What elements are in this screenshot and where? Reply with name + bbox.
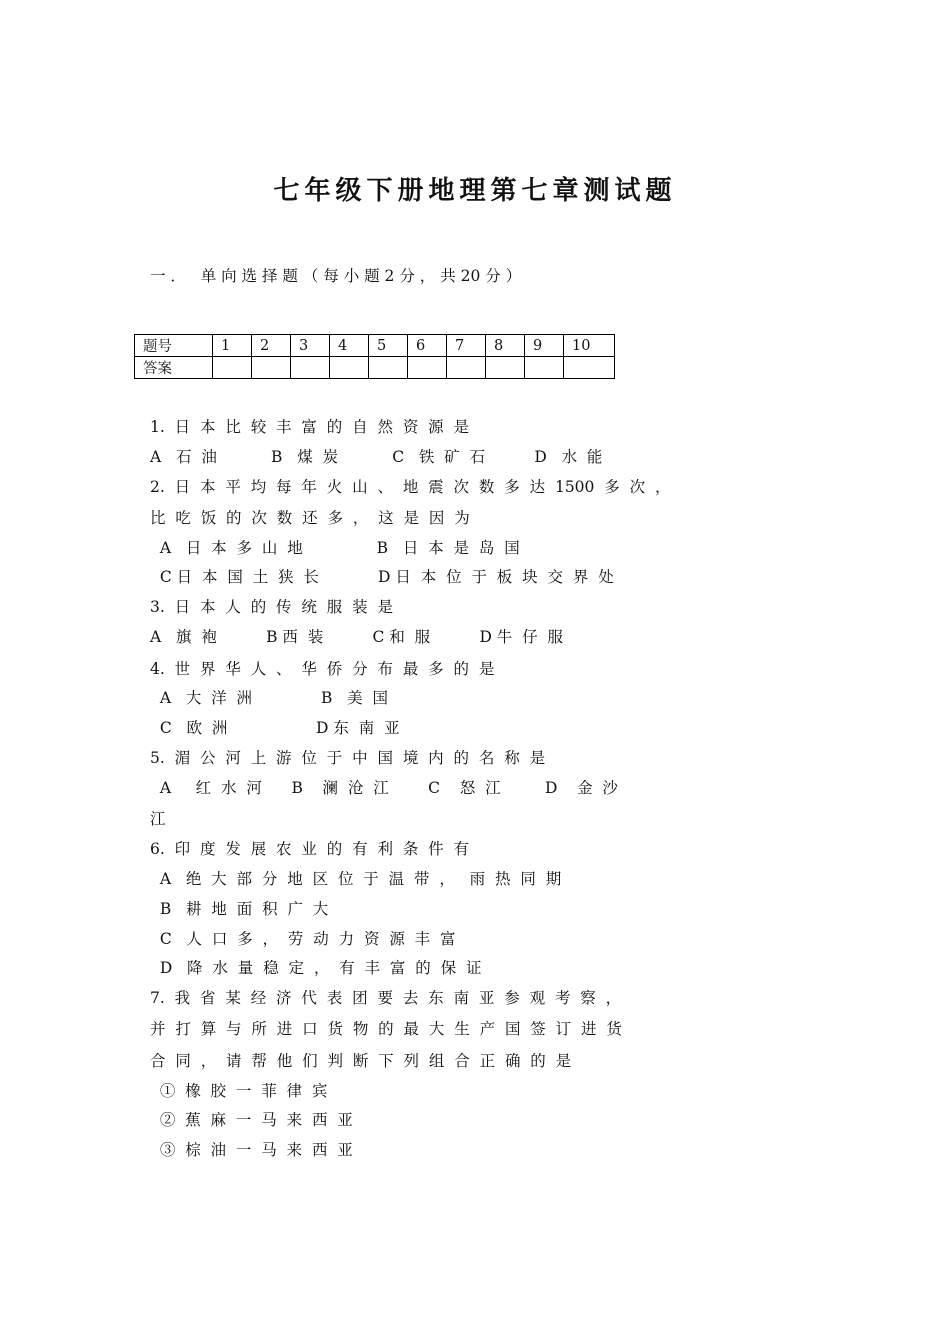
question-5: 5. 湄 公 河 上 游 位 于 中 国 境 内 的 名 称 是 [150,749,546,767]
section-heading: 一 ． 单 向 选 择 题 （ 每 小 题 2 分 ， 共 20 分 ） [150,267,522,285]
answer-cell[interactable] [525,357,564,379]
answer-table [134,334,615,379]
table-cell-number: 7 [447,335,486,357]
table-cell-number: 10 [564,335,615,357]
option-6c: C 人 口 多 ， 劳 动 力 资 源 丰 富 [150,930,456,948]
options-3: A 旗 袍 B 西 装 C 和 服 D 牛 仔 服 [150,628,564,646]
options-4-cd: C 欧 洲 D 东 南 亚 [150,719,400,737]
question-number-row [135,335,615,357]
option-7-3: ③ 棕 油 一 马 来 西 亚 [150,1141,353,1159]
question-2: 2. 日 本 平 均 每 年 火 山 、 地 震 次 数 多 达 1500 多 次 ， [150,478,671,496]
answer-cell[interactable] [291,357,330,379]
row-label-number: 题号 [135,335,213,357]
answer-cell[interactable] [330,357,369,379]
option-6d: D 降 水 量 稳 定 ， 有 丰 富 的 保 证 [150,959,482,977]
table-cell-number: 8 [486,335,525,357]
option-7-2: ② 蕉 麻 一 马 来 西 亚 [150,1111,353,1129]
table-cell-number: 4 [330,335,369,357]
page-title: 七年级下册地理第七章测试题 [273,176,677,206]
answer-cell[interactable] [408,357,447,379]
question-1: 1. 日 本 比 较 丰 富 的 自 然 资 源 是 [150,418,470,436]
option-6a: A 绝 大 部 分 地 区 位 于 温 带 ， 雨 热 同 期 [150,870,562,888]
answer-cell[interactable] [369,357,408,379]
table-cell-number: 1 [213,335,252,357]
answer-cell[interactable] [252,357,291,379]
answer-row [135,357,615,379]
table-cell-number: 6 [408,335,447,357]
table-cell-number: 2 [252,335,291,357]
table-cell-number: 9 [525,335,564,357]
options-2-ab: A 日 本 多 山 地 B 日 本 是 岛 国 [150,539,520,557]
option-7-1: ① 橡 胶 一 菲 律 宾 [150,1082,328,1100]
options-5: A 红 水 河 B 澜 沧 江 C 怒 江 D 金 沙 [150,779,618,797]
answer-cell[interactable] [213,357,252,379]
question-6: 6. 印 度 发 展 农 业 的 有 利 条 件 有 [150,840,470,858]
options-1: A 石 油 B 煤 炭 C 铁 矿 石 D 水 能 [150,448,603,466]
options-4-ab: A 大 洋 洲 B 美 国 [150,689,389,707]
table-cell-number: 3 [291,335,330,357]
question-7-cont2: 合 同 ， 请 帮 他 们 判 断 下 列 组 合 正 确 的 是 [150,1052,572,1070]
answer-cell[interactable] [486,357,525,379]
answer-cell[interactable] [564,357,615,379]
option-6b: B 耕 地 面 积 广 大 [150,900,329,918]
row-label-answer: 答案 [135,357,213,379]
answer-cell[interactable] [447,357,486,379]
options-5-cont: 江 [150,810,166,828]
options-2-cd: C 日 本 国 土 狭 长 D 日 本 位 于 板 块 交 界 处 [150,568,614,586]
question-4: 4. 世 界 华 人 、 华 侨 分 布 最 多 的 是 [150,660,495,678]
question-7-cont: 并 打 算 与 所 进 口 货 物 的 最 大 生 产 国 签 订 进 货 [150,1020,622,1038]
question-3: 3. 日 本 人 的 传 统 服 装 是 [150,598,393,616]
table-cell-number: 5 [369,335,408,357]
question-2-cont: 比 吃 饭 的 次 数 还 多 ， 这 是 因 为 [150,509,470,527]
question-7: 7. 我 省 某 经 济 代 表 团 要 去 东 南 亚 参 观 考 察 ， [150,989,622,1007]
